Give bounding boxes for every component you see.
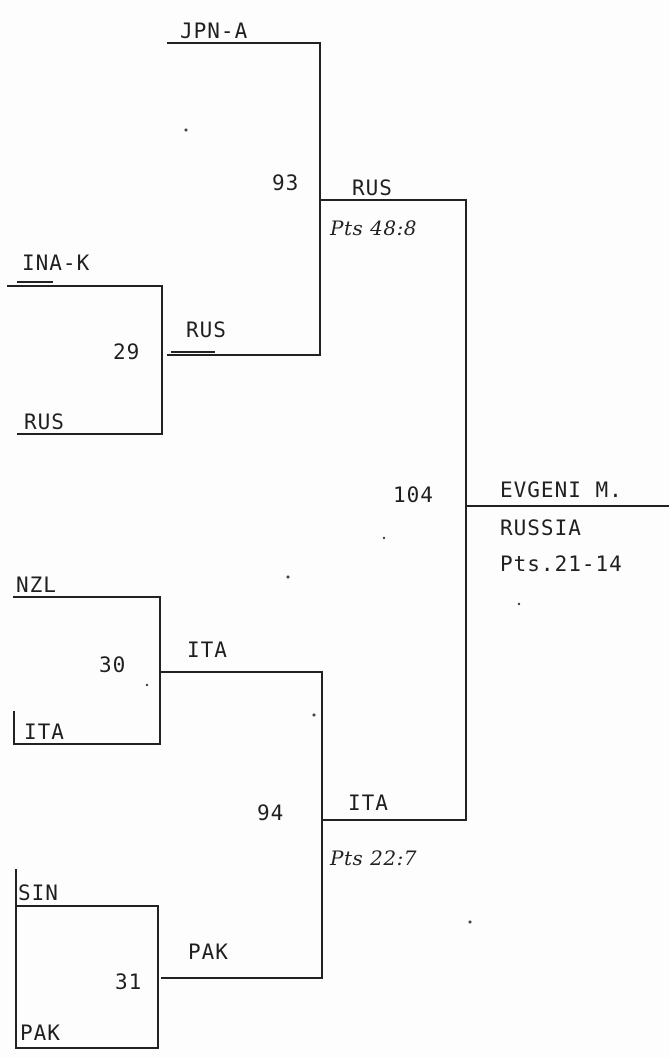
match-number-93: 93 — [272, 171, 300, 195]
winner-match-30: ITA — [187, 638, 228, 662]
paper-speck — [287, 576, 290, 579]
paper-speck — [518, 603, 520, 605]
match-number-30: 30 — [99, 653, 127, 677]
match-number-29: 29 — [113, 340, 141, 364]
team-label-ina-k: INA-K — [22, 251, 91, 275]
paper-speck — [383, 537, 385, 539]
jpn-a-line — [168, 43, 320, 355]
winner-match-93: RUS — [352, 176, 393, 200]
match-94-bracket — [162, 672, 322, 978]
champion-name: EVGENI M. — [500, 478, 623, 502]
team-label-sin: SIN — [18, 881, 59, 905]
team-label-ita: ITA — [24, 720, 65, 744]
match-number-31: 31 — [115, 970, 143, 994]
winner-match-94: ITA — [348, 791, 389, 815]
score-match-94: Pts 22:7 — [330, 846, 418, 870]
team-label-pak: PAK — [20, 1021, 61, 1045]
paper-speck — [146, 684, 148, 686]
champion-score: Pts.21-14 — [500, 552, 623, 576]
paper-speck — [313, 714, 316, 717]
winner-match-29: RUS — [186, 318, 227, 342]
match-93-result-line — [320, 200, 466, 820]
winner-match-31: PAK — [188, 940, 229, 964]
match-number-104: 104 — [393, 483, 434, 507]
match-number-94: 94 — [257, 801, 285, 825]
champion-country: RUSSIA — [500, 516, 582, 540]
paper-speck — [185, 129, 188, 132]
team-label-jpn-a: JPN-A — [180, 19, 249, 43]
paper-speck — [469, 921, 472, 924]
team-label-nzl: NZL — [16, 573, 57, 597]
score-match-93: Pts 48:8 — [330, 216, 418, 240]
team-label-rus: RUS — [24, 410, 65, 434]
